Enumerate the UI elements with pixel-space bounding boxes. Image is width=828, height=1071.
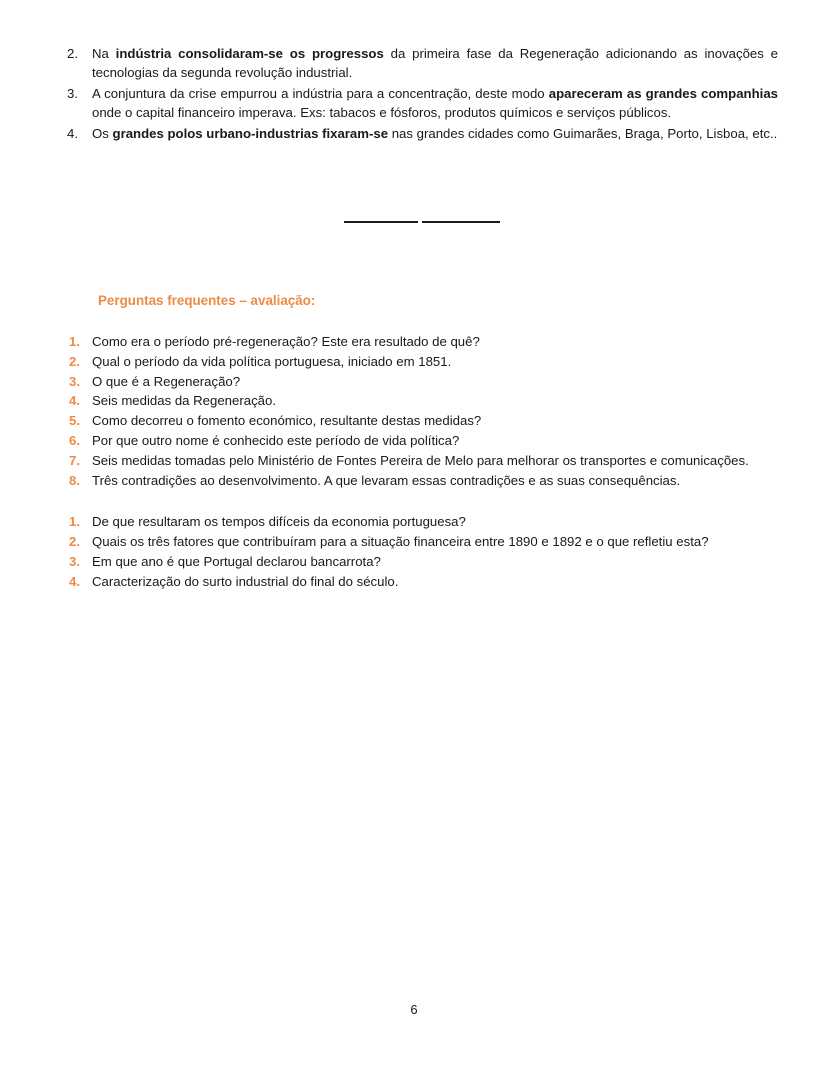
top-list-item [48, 124, 780, 143]
question-two-number: 4. [69, 573, 80, 589]
question-one-text: Como decorreu o fomento económico, resultante destas medidas? [92, 413, 482, 429]
top-list-item-number: 4. [67, 125, 78, 141]
top-list-item-text [92, 124, 780, 143]
question-one-number: 7. [69, 452, 80, 468]
emphasis-text: apareceram as grandes companhias [548, 85, 778, 101]
top-numbered-list [48, 44, 780, 143]
divider-group [48, 221, 780, 241]
question-one-item [48, 471, 780, 491]
question-one-number: 8. [69, 472, 80, 488]
top-list-item-number: 2. [67, 46, 78, 61]
horizontal-rule-right [422, 221, 500, 223]
question-one-item [48, 352, 780, 372]
question-one-item [48, 451, 780, 471]
page-number: 6 [410, 1002, 418, 1017]
question-one-item [48, 372, 780, 392]
plain-text: da primeira fase da Regeneração adicionando as inovações e tecnologias da segunda revolução industrial. [92, 46, 778, 81]
plain-text: Na [92, 46, 116, 61]
top-list-item [48, 84, 780, 123]
question-two-number: 2. [69, 534, 80, 550]
question-two-number: 3. [69, 554, 80, 569]
top-list-item [48, 44, 780, 83]
question-one-text: Como era o período pré-regeneração? Este era resultado de quê? [92, 334, 480, 350]
question-two-item [48, 552, 780, 572]
question-two-text: Quais os três fatores que contribuíram para a situação financeira entre 1890 e 1892 e o que refletiu esta? [92, 534, 709, 550]
question-one-number: 6. [69, 433, 80, 449]
question-one-item [48, 391, 780, 411]
question-two-item [48, 572, 780, 592]
section-heading: Perguntas frequentes – avaliação: [98, 293, 316, 309]
question-one-text: Por que outro nome é conhecido este período de vida política? [92, 433, 460, 449]
question-two-text: Caracterização do surto industrial do final do século. [92, 573, 399, 589]
questions-list-one [48, 332, 780, 490]
questions-list-two [48, 512, 780, 591]
top-list-item-text [92, 44, 780, 83]
question-one-number: 1. [69, 334, 80, 350]
top-list-item-text [92, 84, 780, 123]
question-one-number: 4. [69, 393, 80, 409]
question-two-text: De que resultaram os tempos difíceis da economia portuguesa? [92, 514, 466, 530]
plain-text: Os [92, 125, 113, 141]
question-one-number: 2. [69, 353, 80, 369]
question-one-text: Qual o período da vida política portuguesa, iniciado em 1851. [92, 353, 452, 369]
question-one-text: Três contradições ao desenvolvimento. A que levaram essas contradições e as suas consequências. [92, 472, 681, 488]
question-one-text: Seis medidas tomadas pelo Ministério de Fontes Pereira de Melo para melhorar os transportes e comunicações. [92, 452, 749, 468]
question-one-item [48, 332, 780, 352]
question-two-text: Em que ano é que Portugal declarou bancarrota? [92, 554, 381, 569]
question-two-item [48, 512, 780, 532]
question-one-item [48, 411, 780, 431]
top-list-item-number: 3. [67, 85, 78, 101]
question-two-number: 1. [69, 514, 80, 530]
question-one-number: 5. [69, 413, 80, 429]
plain-text: A conjuntura da crise empurrou a indústria para a concentração, deste modo [92, 85, 549, 101]
question-one-text: Seis medidas da Regeneração. [92, 393, 277, 409]
horizontal-rule-left [344, 221, 418, 223]
plain-text: onde o capital financeiro imperava. Exs: tabacos e fósforos, produtos químicos e serviços públicos. [92, 105, 672, 121]
emphasis-text: indústria consolidaram-se os progressos [115, 46, 384, 61]
emphasis-text: grandes polos urbano-industrias fixaram-se [112, 125, 389, 141]
question-two-item [48, 532, 780, 552]
question-one-item [48, 431, 780, 451]
plain-text: nas grandes cidades como Guimarães, Braga, Porto, Lisboa, etc.. [388, 125, 778, 141]
question-one-text: O que é a Regeneração? [92, 373, 241, 389]
question-one-number: 3. [69, 373, 80, 389]
